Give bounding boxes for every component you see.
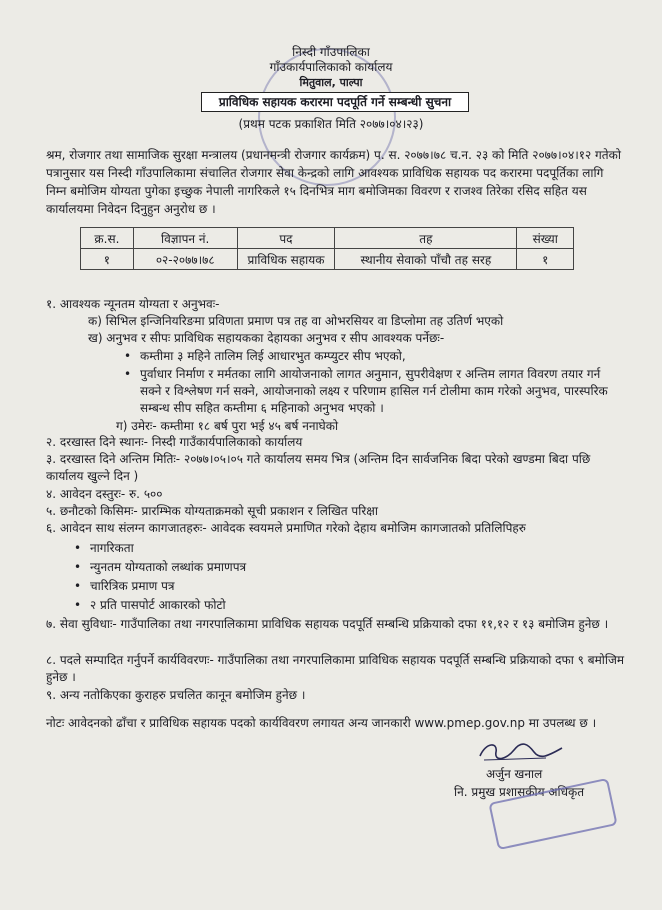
- section-1c: ग) उमेरः- कम्तीमा १८ बर्ष पुरा भई ४५ बर्ष ननाघेको: [116, 419, 339, 433]
- section-5: ५. छनौटको किसिमः- प्रारम्भिक योग्यताक्रमको सूची प्रकाशन र लिखित परिक्षा: [46, 504, 378, 518]
- note-text: नोटः आवेदनको ढाँचा र प्राविधिक सहायक पदको कार्यविवरण लगायत अन्य जानकारी www.pmep.gov.np मा उपलब्ध छ ।: [46, 716, 597, 730]
- section-1b-bullet: • कम्तीमा ३ महिने तालिम लिई आधारभुत कम्प्युटर सीप भएको,: [140, 348, 620, 365]
- publish-date: (प्रथम पटक प्रकाशित मिति २०७७।०४।२३): [238, 117, 424, 131]
- office-subname: गाँउकार्यपालिकाको कार्यालय: [269, 60, 393, 74]
- section-1b-bullet: • पुर्वाधार निर्माण र मर्मतका लागि आयोजनाको लागत अनुमान, सुपरीवेक्षण र अन्तिम लागत विवरण तयार गर्न सक्ने र विश्लेषण गर्न सक्ने, आयोजनाको लक्ष्य र परिणाम हासिल गर्न टोलीमा काम गरेको अनुभव, पारस्परिक सम्बन्ध सीप सहित कम्तीमा ६ महिनाको अनुभव भएको ।: [140, 366, 620, 417]
- office-name: निस्दी गाँउपालिका: [292, 45, 370, 59]
- document-item: • २ प्रति पासपोर्ट आकारको फोटो: [90, 597, 226, 614]
- signatory-name: अर्जुन खनाल: [486, 767, 543, 781]
- vacancy-table: [80, 227, 574, 270]
- section-4: ४. आवेदन दस्तुरः- रु. ५००: [46, 487, 163, 501]
- table-header: क्र.स.: [81, 228, 134, 249]
- table-cell: प्राविधिक सहायक: [237, 249, 335, 270]
- table-cell: १: [81, 249, 134, 270]
- table-header-row: [81, 228, 574, 249]
- table-cell: १: [517, 249, 574, 270]
- table-cell: ०२-२०७७।७८: [133, 249, 237, 270]
- section-1a: क) सिभिल इन्जिनियरिङमा प्रविणता प्रमाण पत्र तह वा ओभरसियर वा डिप्लोमा तह उतिर्ण भएको: [88, 314, 504, 328]
- document-item: • न्युनतम योग्यताको लब्धांक प्रमाणपत्र: [90, 559, 246, 576]
- table-cell: स्थानीय सेवाको पाँचौ तह सरह: [335, 249, 517, 270]
- table-row: [81, 249, 574, 270]
- signatory-designation: नि. प्रमुख प्रशासकीय अधिकृत: [454, 785, 585, 799]
- section-9: ९. अन्य नतोकिएका कुराहरु प्रचलित कानून बमोजिम हुनेछ ।: [46, 688, 306, 702]
- table-header: तह: [335, 228, 517, 249]
- intro-paragraph: श्रम, रोजगार तथा सामाजिक सुरक्षा मन्त्रालय (प्रधानमन्त्री रोजगार कार्यक्रम) प. स. २०७७।७८ च.न. २३ को मिति २०७७।०४।१२ गतेको पत्रानुसार यस निस्दी गाँउपालिकामा संचालित रोजगार सेवा केन्द्रको लागि आवश्यक प्राविधिक सहायक पद करारमा पदपूर्तिका लागि निम्न बमोजिम योग्यता पुगेका इच्छुक नेपाली नागरिकले १५ दिनभित्र माग बमोजिमका विवरण र राजश्व तिरेका रसिद सहित यस कार्यालयमा निवेदन दिनुहुन अनुरोध छ ।: [46, 148, 621, 216]
- section-2: २. दरखास्त दिने स्थानः- निस्दी गाउँकार्यपालिकाको कार्यालय: [46, 435, 303, 449]
- table-header: विज्ञापन नं.: [133, 228, 237, 249]
- section-1-heading: १. आवश्यक न्यूनतम योग्यता र अनुभवः-: [46, 297, 220, 311]
- section-8: ८. पदले सम्पादित गर्नुपर्ने कार्यविवरणः- गाउँपालिका तथा नगरपालिकामा प्राविधिक सहायक पदपूर्ति सम्बन्धि प्रक्रियाको दफा ९ बमोजिम हुनेछ ।: [46, 653, 625, 684]
- office-location: मितुवाल, पाल्पा: [299, 76, 363, 89]
- table-header: पद: [237, 228, 335, 249]
- section-1b: ख) अनुभव र सीपः प्राविधिक सहायकका देहायका अनुभव र सीप आवश्यक पर्नेछः-: [88, 331, 445, 345]
- section-7: ७. सेवा सुविधाः- गाउँपालिका तथा नगरपालिकामा प्राविधिक सहायक पदपूर्ति सम्बन्धि प्रक्रियाको दफा ११,१२ र १३ बमोजिम हुनेछ ।: [46, 617, 609, 631]
- table-header: संख्या: [517, 228, 574, 249]
- section-6: ६. आवेदन साथ संलग्न कागजातहरुः- आवेदक स्वयमले प्रमाणित गरेको देहाय बमोजिम कागजातको प्रतिलिपिहरु: [46, 521, 526, 535]
- notice-title: प्राविधिक सहायक करारमा पदपूर्ति गर्ने सम्बन्धी सुचना: [201, 92, 469, 112]
- section-3: ३. दरखास्त दिने अन्तिम मितिः- २०७७।०५।०५ गते कार्यालय समय भित्र (अन्तिम दिन सार्वजनिक बिदा परेको खण्डमा बिदा पछि कार्यालय खुल्ने दिन ): [46, 452, 591, 483]
- signature-icon: [476, 738, 566, 764]
- document-item: • चारित्रिक प्रमाण पत्र: [90, 578, 175, 595]
- document-item: • नागरिकता: [90, 540, 134, 557]
